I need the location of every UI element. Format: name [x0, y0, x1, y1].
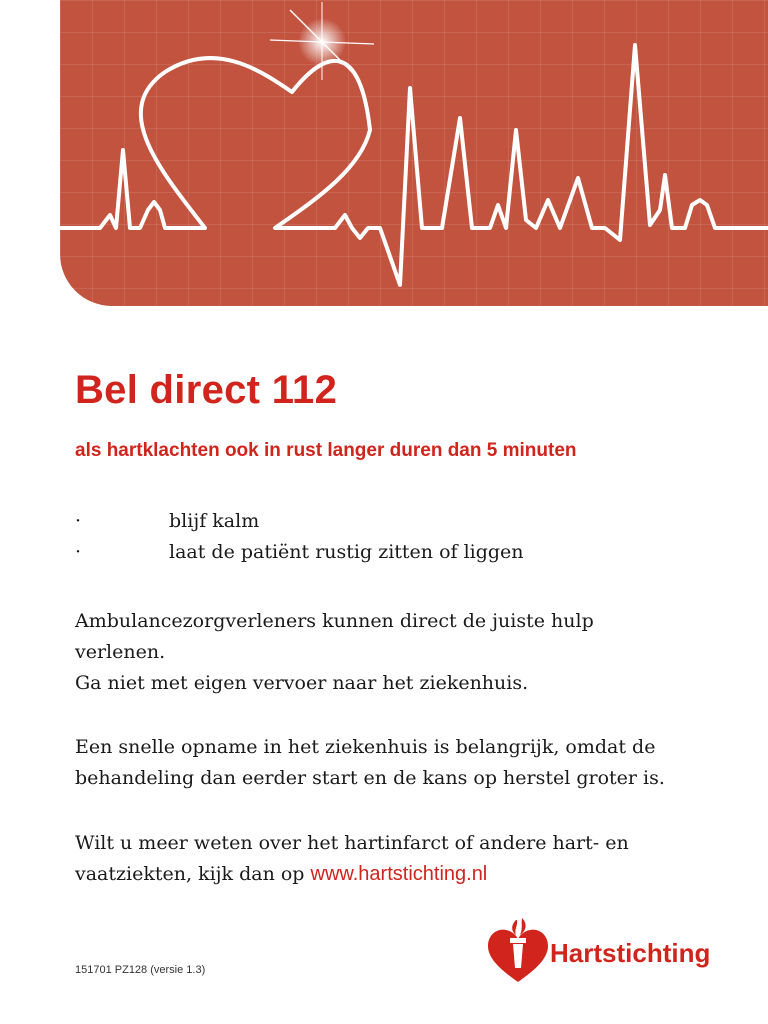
heartbeat-illustration — [60, 0, 768, 306]
paragraph-line: behandeling dan eerder start en de kans op herstel groter is. — [75, 767, 665, 789]
instruction-list — [75, 506, 524, 568]
bullet-marker: · — [75, 510, 82, 532]
list-item-text: blijf kalm — [169, 510, 260, 532]
list-item — [75, 506, 524, 537]
bullet-marker: · — [75, 541, 82, 563]
document-code: 151701 PZ128 (versie 1.3) — [75, 964, 206, 976]
header-banner — [60, 0, 768, 306]
paragraph-line: Ga niet met eigen vervoer naar het ziekenhuis. — [75, 672, 529, 694]
paragraph-line: vaatziekten, kijk dan op — [75, 863, 311, 885]
paragraph-ambulance — [75, 606, 715, 699]
paragraph-line: verlenen. — [75, 641, 166, 663]
paragraph-line: Een snelle opname in het ziekenhuis is belangrijk, omdat de — [75, 736, 656, 758]
heart-torch-icon — [486, 916, 550, 986]
logo-wordmark: Hartstichting — [550, 938, 711, 968]
paragraph-more-info — [75, 828, 715, 890]
page-title: Bel direct 112 — [75, 368, 338, 412]
page-subtitle: als hartklachten ook in rust langer duren dan 5 minuten — [75, 440, 577, 461]
paragraph-hospital — [75, 732, 715, 794]
paragraph-line: Ambulancezorgverleners kunnen direct de juiste hulp — [75, 610, 594, 632]
website-link[interactable]: www.hartstichting.nl — [310, 863, 488, 885]
heartbeat-line — [60, 45, 768, 285]
list-item — [75, 537, 524, 568]
hartstichting-logo — [486, 916, 726, 986]
list-item-text: laat de patiënt rustig zitten of liggen — [169, 541, 524, 563]
paragraph-line: Wilt u meer weten over het hartinfarct of andere hart- en — [75, 832, 629, 854]
